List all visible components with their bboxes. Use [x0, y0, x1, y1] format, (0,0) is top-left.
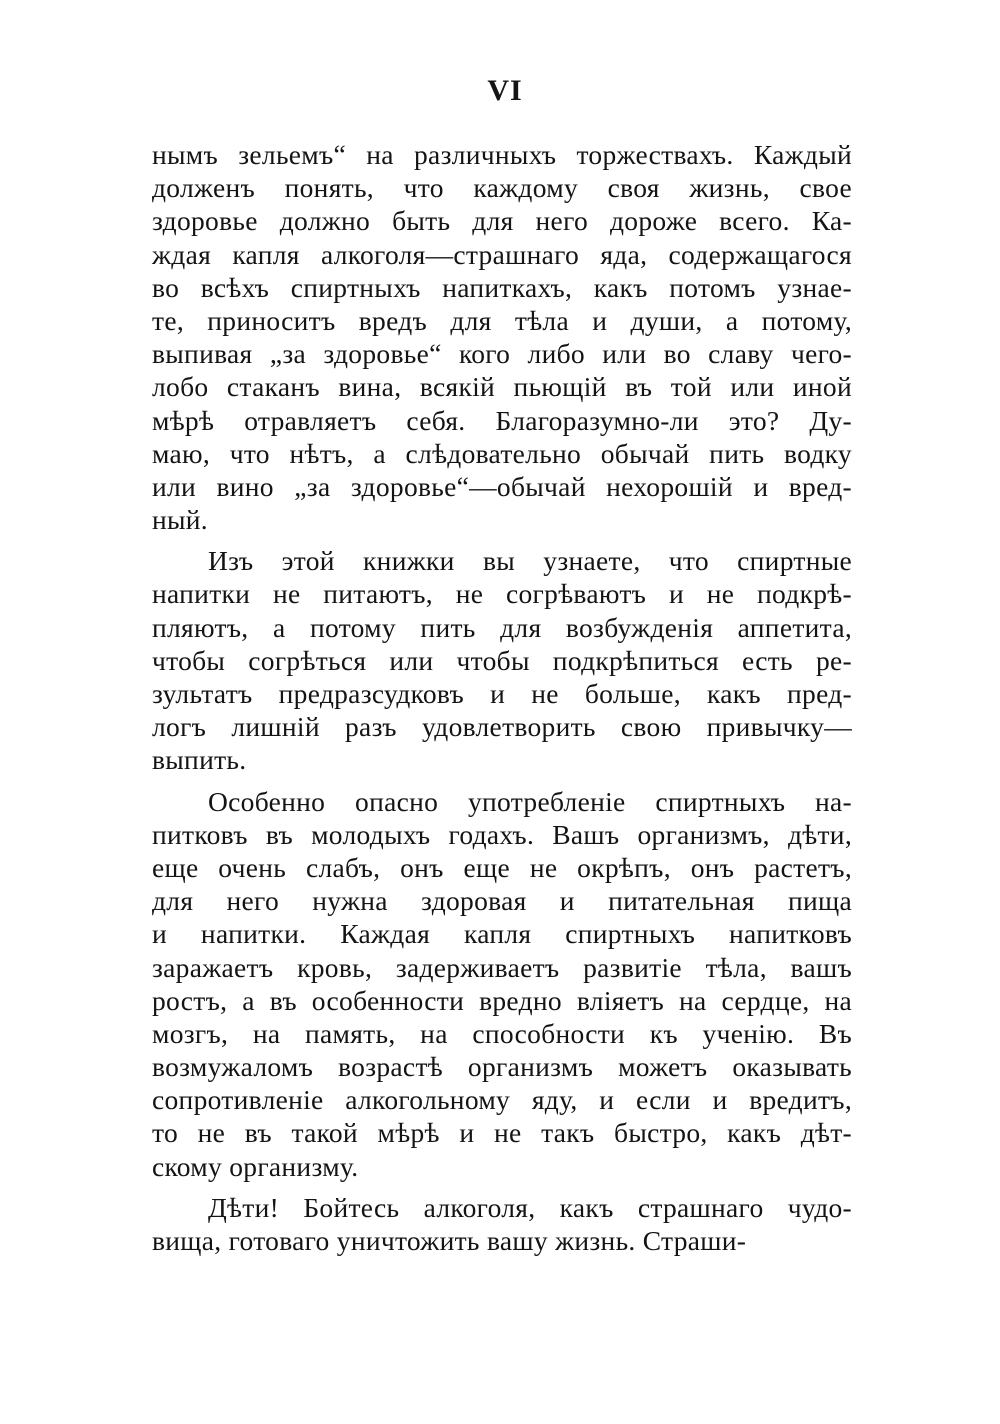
text-line: заражаетъ кровь, задерживаетъ развитіе тѣла, вашъ [152, 951, 852, 983]
text-line: вища, готоваго уничтожить вашу жизнь. Страши- [152, 1225, 747, 1256]
text-line: то не въ такой мѣрѣ и не такъ быстро, какъ дѣт- [152, 1117, 852, 1149]
text-line: питковъ въ молодыхъ годахъ. Вашъ организмъ, дѣти, [152, 818, 852, 850]
text-line: сопротивленіе алкогольному яду, и если и вредитъ, [152, 1084, 852, 1116]
text-line: маю, что нѣтъ, а слѣдовательно обычай пить водку [152, 437, 852, 469]
paragraph [152, 138, 852, 536]
text-line: во всѣхъ спиртныхъ напиткахъ, какъ потомъ узнае- [152, 271, 852, 303]
paragraph-gap [152, 777, 852, 785]
text-line: зультатъ предразсудковъ и не больше, какъ пред- [152, 678, 852, 709]
text-line: Дѣти! Бойтесь алкоголя, какъ страшнаго чудо- [208, 1191, 852, 1223]
text-line: нымъ зельемъ“ на различныхъ торжествахъ. Каждый [152, 139, 852, 170]
paragraph-gap [152, 536, 852, 544]
text-line: напитки не питаютъ, не согрѣваютъ и не подкрѣ- [152, 578, 852, 610]
text-line: Особенно опасно употребленіе спиртныхъ на- [208, 785, 852, 817]
text-line: долженъ понять, что каждому своя жизнь, свое [152, 172, 852, 204]
text-line: те, приноситъ вредъ для тѣла и души, а потому, [152, 304, 852, 336]
text-line: пляютъ, а потому пить для возбужденія аппетита, [152, 611, 852, 643]
text-line: или вино „за здоровье“—обычай нехорошій и вред- [152, 470, 852, 502]
text-line: возмужаломъ возрастѣ организмъ можетъ оказывать [152, 1051, 852, 1083]
text-line: лобо стаканъ вина, всякій пьющій въ той или иной [152, 371, 852, 403]
text-line: выпить. [152, 744, 247, 776]
text-line: чтобы согрѣться или чтобы подкрѣпиться есть ре- [152, 644, 852, 676]
text-line: ждая капля алкоголя—страшнаго яда, содержащагося [152, 238, 852, 270]
text-line: для него нужна здоровая и питательная пища [152, 885, 852, 917]
paragraph-gap [152, 1183, 852, 1191]
text-line: еще очень слабъ, онъ еще не окрѣпъ, онъ растетъ, [152, 851, 852, 883]
paragraph [152, 1191, 852, 1257]
text-line: логъ лишній разъ удовлетворить свою привычку— [152, 711, 852, 743]
page-number: VI [487, 74, 523, 107]
text-line: мозгъ, на память, на способности къ ученію. Въ [152, 1017, 852, 1049]
text-line: выпивая „за здоровье“ кого либо или во славу чего- [152, 338, 852, 370]
text-line: ный. [152, 504, 208, 536]
text-line: здоровье должно быть для него дороже всего. Ка- [152, 205, 852, 237]
body-text [152, 138, 852, 1257]
text-line: и напитки. Каждая капля спиртныхъ напитковъ [152, 918, 852, 950]
text-line: Изъ этой книжки вы узнаете, что спиртные [208, 545, 852, 577]
paragraph [152, 785, 852, 1183]
text-line: мѣрѣ отравляетъ себя. Благоразумно-ли это? Ду- [152, 404, 852, 436]
text-line: ростъ, а въ особенности вредно вліяетъ на сердце, на [152, 984, 852, 1016]
text-line: скому организму. [152, 1150, 359, 1182]
paragraph [152, 544, 852, 776]
